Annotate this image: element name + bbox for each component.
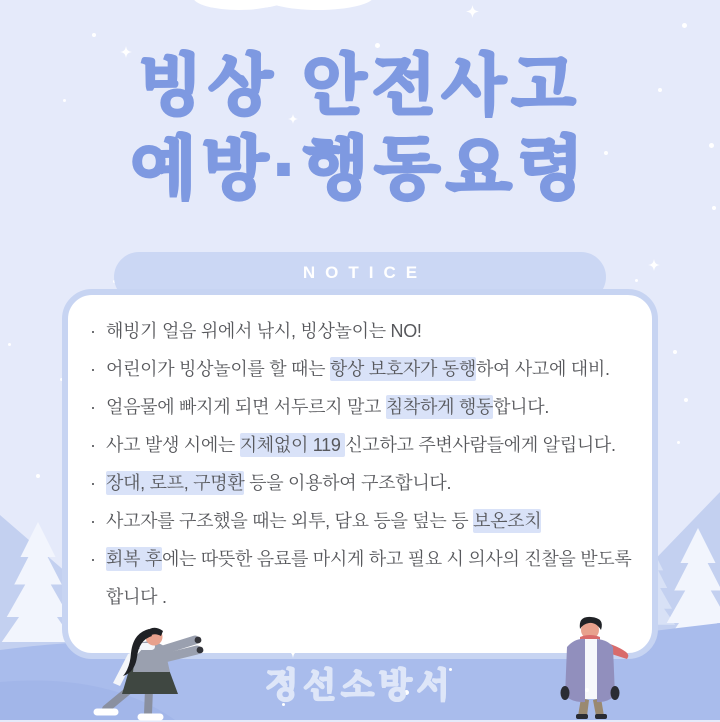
tip-text: 장대, 로프, 구명환 등을 이용하여 구조합니다.	[106, 473, 452, 493]
tip-item	[90, 388, 634, 426]
sparkle-icon	[648, 259, 660, 271]
sparkle-icon	[286, 644, 300, 658]
footer-organization: 정선소방서	[265, 667, 455, 705]
tip-text: 사고자를 구조했을 때는 외투, 담요 등을 덮는 등 보온조치	[106, 511, 542, 531]
bullet-dot: ·	[90, 511, 96, 531]
tip-text: 사고 발생 시에는 지체없이 119 신고하고 주변사람들에게 알립니다.	[106, 435, 616, 455]
tips-list	[90, 312, 634, 616]
bullet-dot: ·	[90, 473, 96, 493]
bullet-dot: ·	[90, 549, 96, 569]
tip-text: 어린이가 빙상놀이를 할 때는 항상 보호자가 동행하여 사고에 대비.	[106, 359, 610, 379]
sparkle-icon	[466, 5, 479, 18]
snow-dot	[627, 641, 631, 645]
poster-title-line1: 빙상 안전사고	[138, 48, 582, 122]
tip-item	[90, 426, 634, 464]
tip-item	[90, 312, 634, 350]
bullet-dot: ·	[90, 321, 96, 341]
tip-item	[90, 502, 634, 540]
tip-text: 얼음물에 빠지게 되면 서두르지 말고 침착하게 행동합니다.	[106, 397, 550, 417]
notice-label: NOTICE	[302, 263, 428, 282]
snow-dot	[92, 33, 96, 37]
tip-item	[90, 464, 634, 502]
snow-dot	[684, 398, 688, 402]
snow-dot	[673, 350, 677, 354]
notice-card	[62, 289, 658, 659]
bullet-dot: ·	[90, 359, 96, 379]
bullet-dot: ·	[90, 435, 96, 455]
tip-text: 해빙기 얼음 위에서 낚시, 빙상놀이는 NO!	[106, 321, 422, 341]
bullet-dot: ·	[90, 397, 96, 417]
poster-title	[0, 44, 720, 212]
tip-item	[90, 540, 634, 616]
snow-dot	[682, 23, 687, 28]
tip-item	[90, 350, 634, 388]
snow-dot	[8, 343, 11, 346]
poster-title-line2: 예방·행동요령	[130, 131, 590, 207]
tip-text: 회복 후에는 따뜻한 음료를 마시게 하고 필요 시 의사의 진찰을 받도록 합니다 .	[106, 549, 632, 607]
snow-dot	[635, 279, 638, 282]
